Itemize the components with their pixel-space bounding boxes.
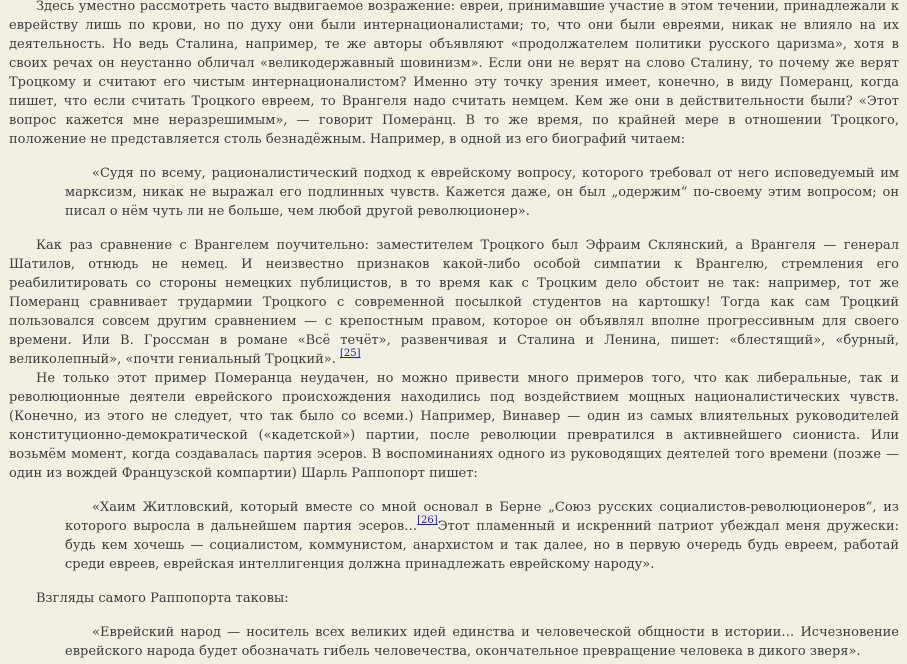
- paragraph-wrangel-text: Как раз сравнение с Врангелем поучительно: заместителем Троцкого был Эфраим Склянский, а Врангеля — генерал Шатилов, отнюдь не немец. И неизвестно признаков какой-либо особой симпатии к Врангелю, стремления его реабилитировать со стороны немецких публицистов, в то время как с Троцким дело обстоит не так: например, тот же Померанц сравнивает трудармии Троцкого с современной посылкой студентов на картошку! Тогда как сам Троцкий пользовался совсем другим сравнением — с крепостным правом, которое он объявлял вполне прогрессивным для своего времени. Или В. Гроссман в романе «Всё течёт», развенчивая и Сталина и Ленина, пишет: «блестящий», «бурный, великолепный», «почти гениальный Троцкий».: [9, 238, 899, 367]
- spacer: [9, 221, 899, 236]
- spacer: [9, 149, 899, 164]
- quote-zhitlovsky-part2: Этот пламенный и искренний патриот убеждал меня дружески: будь кем хочешь — социалистом, коммунистом, анархистом и так далее, но в первую очередь будь евреем, работай среди евреев, еврейская интеллигенция должна принадлежать еврейскому народу».: [65, 519, 899, 572]
- blockquote-rappoport: «Еврейский народ — носитель всех великих идей единства и человеческой общности в истории… Исчезновение еврейского народа будет обозначать гибель человечества, окончательное превращение человека в дикого зверя».: [65, 625, 899, 659]
- paragraph-wrangel-comparison: [9, 236, 899, 369]
- footnote-link-26[interactable]: [26]: [417, 515, 438, 526]
- paragraph-objection: Здесь уместно рассмотреть часто выдвигаемое возражение: евреи, принимавшие участие в этом течении, принадлежали к еврейству лишь по крови, но по духу они были интернационалистами; то, что они были евреями, никак не влияло на их деятельность. Но ведь Сталина, например, те же авторы объявляют «продолжателем политики русского царизма», хотя в своих речах он неустанно обличал «великодержавный шовинизм». Если они не верят на слово Сталину, то почему же верят Троцкому и считают его чистым интернационалистом? Именно эту точку зрения имеет, конечно, в виду Померанц, когда пишет, что если считать Троцкого евреем, то Врангеля надо считать немцем. Кем же они в действительности были? «Этот вопрос кажется мне неразрешимым», — говорит Померанц. В то же время, по крайней мере в отношении Троцкого, положение не представляется столь безнадёжным. Например, в одной из его биографий читаем:: [9, 0, 899, 147]
- paragraph-rappoport-views: Взгляды самого Раппопорта таковы:: [36, 591, 289, 606]
- blockquote-zhitlovsky: [9, 498, 899, 574]
- blockquote-biography: «Судя по всему, рационалистический подход к еврейскому вопросу, которого требовал от него исповедуемый им марксизм, никак не выражал его подлинных чувств. Кажется даже, он был „одержим“ по-своему этим вопросом; он писал о нём чуть ли не больше, чем любой другой революционер».: [65, 166, 899, 219]
- footnote-link-25[interactable]: [25]: [340, 348, 361, 359]
- spacer: [9, 608, 899, 623]
- spacer: [9, 483, 899, 498]
- paragraph-pomerants-examples: Не только этот пример Померанца неудачен, но можно привести много примеров того, что как либеральные, так и революционные деятели еврейского происхождения находились под воздействием мощных националистических чувств. (Конечно, из этого не следует, что так было со всеми.) Например, Винавер — один из самых влиятельных руководителей конституционно-демократической («кадетской») партии, после революции превратился в активнейшего сиониста. Или возьмём момент, когда создавалась партия эсеров. В воспоминаниях одного из руководящих деятелей того времени (позже — один из вождей Французской компартии) Шарль Раппопорт пишет:: [9, 371, 899, 481]
- spacer: [9, 574, 899, 589]
- quote-zhitlovsky-part1: «Хаим Житловский, который вместе со мной основал в Берне „Союз русских социалистов-революционеров“, из которого выросла в дальнейшем партия эсеров…: [65, 500, 899, 534]
